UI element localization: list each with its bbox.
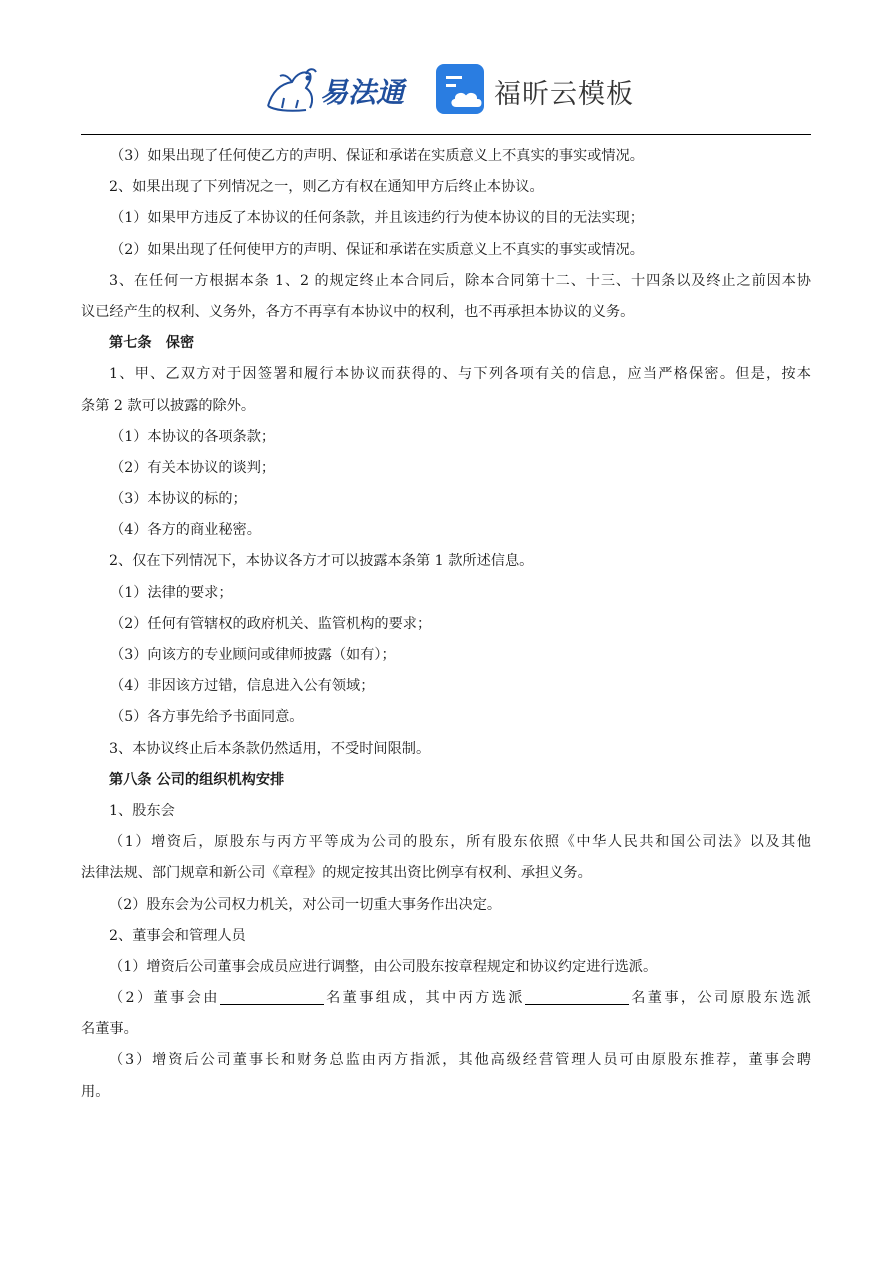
yifatong-logo bbox=[262, 62, 414, 118]
header-divider bbox=[81, 134, 811, 135]
text-segment: 名董事组成，其中丙方选派 bbox=[323, 990, 525, 1007]
paragraph-line: 1、股东会 bbox=[109, 802, 175, 819]
paragraph-line: 法律法规、部门规章和新公司《章程》的规定按其出资比例享有权利、承担义务。 bbox=[81, 865, 592, 882]
paragraph-line: 2、如果出现了下列情况之一，则乙方有权在通知甲方后终止本协议。 bbox=[109, 179, 544, 196]
paragraph-line: （3）本协议的标的； bbox=[110, 491, 247, 508]
section-heading: 第七条 保密 bbox=[109, 335, 195, 352]
text-segment: 名董事，公司原股东选派 bbox=[628, 990, 811, 1007]
page-header bbox=[0, 58, 893, 124]
paragraph-line: 2、仅在下列情况下，本协议各方才可以披露本条第 1 款所述信息。 bbox=[109, 553, 534, 570]
paragraph-line: （3）如果出现了任何使乙方的声明、保证和承诺在实质意义上不真实的事实或情况。 bbox=[110, 148, 644, 164]
paragraph-line: （2）有关本协议的谈判； bbox=[110, 459, 276, 476]
paragraph-line: （5）各方事先给予书面同意。 bbox=[110, 709, 304, 726]
paragraph-line: （1）如果甲方违反了本协议的任何条款，并且该违约行为使本协议的目的无法实现； bbox=[110, 210, 644, 227]
paragraph-line: （3）向该方的专业顾问或律师披露（如有）； bbox=[110, 647, 396, 663]
document-body bbox=[81, 141, 811, 1108]
paragraph-line: 1、甲、乙双方对于因签署和履行本协议而获得的、与下列各项有关的信息，应当严格保密。但是，按本 bbox=[109, 366, 811, 383]
fill-in-blank[interactable] bbox=[220, 988, 324, 1005]
paragraph-line: 用。 bbox=[81, 1083, 110, 1100]
paragraph-line: （4）各方的商业秘密。 bbox=[110, 522, 261, 539]
paragraph-line: （1）法律的要求； bbox=[110, 584, 233, 601]
paragraph-line: （4）非因该方过错，信息进入公有领域； bbox=[110, 678, 375, 695]
paragraph-line: 3、在任何一方根据本条 1、2 的规定终止本合同后，除本合同第十二、十三、十四条以及终止之前因本协 bbox=[109, 272, 811, 289]
fill-in-blank[interactable] bbox=[525, 988, 629, 1005]
section-heading: 第八条 公司的组织机构安排 bbox=[109, 771, 285, 788]
logo2-text: 福昕云模板 bbox=[494, 79, 634, 110]
paragraph-line: 议已经产生的权利、义务外，各方不再享有本协议中的权利，也不再承担本协议的义务。 bbox=[81, 303, 635, 320]
paragraph-line-with-blanks bbox=[81, 983, 811, 1014]
paragraph-line: 3、本协议终止后本条款仍然适用，不受时间限制。 bbox=[109, 740, 431, 757]
text-segment: （2）董事会由 bbox=[109, 990, 220, 1007]
fuxin-logo bbox=[436, 64, 634, 116]
paragraph-line: （1）增资后公司董事会成员应进行调整，由公司股东按章程规定和协议约定进行选派。 bbox=[109, 958, 658, 975]
paragraph-line: （2）任何有管辖权的政府机关、监管机构的要求； bbox=[110, 615, 432, 632]
paragraph-line: 条第 2 款可以披露的除外。 bbox=[81, 397, 256, 414]
paragraph-line: （1）增资后，原股东与丙方平等成为公司的股东，所有股东依照《中华人民共和国公司法》以及其他 bbox=[109, 834, 811, 851]
paragraph-line: （2）如果出现了任何使甲方的声明、保证和承诺在实质意义上不真实的事实或情况。 bbox=[110, 241, 644, 258]
logo1-text: 易法通 bbox=[320, 76, 405, 109]
cloud-document-icon bbox=[436, 64, 488, 116]
paragraph-line: 2、董事会和管理人员 bbox=[109, 927, 246, 944]
paragraph-line: （2）股东会为公司权力机关，对公司一切重大事务作出决定。 bbox=[109, 896, 502, 913]
paragraph-line: （1）本协议的各项条款； bbox=[110, 428, 276, 445]
paragraph-line: 名董事。 bbox=[81, 1021, 138, 1038]
lion-emblem-icon bbox=[262, 62, 414, 118]
paragraph-line: （3）增资后公司董事长和财务总监由丙方指派，其他高级经营管理人员可由原股东推荐，董事会聘 bbox=[109, 1052, 811, 1069]
